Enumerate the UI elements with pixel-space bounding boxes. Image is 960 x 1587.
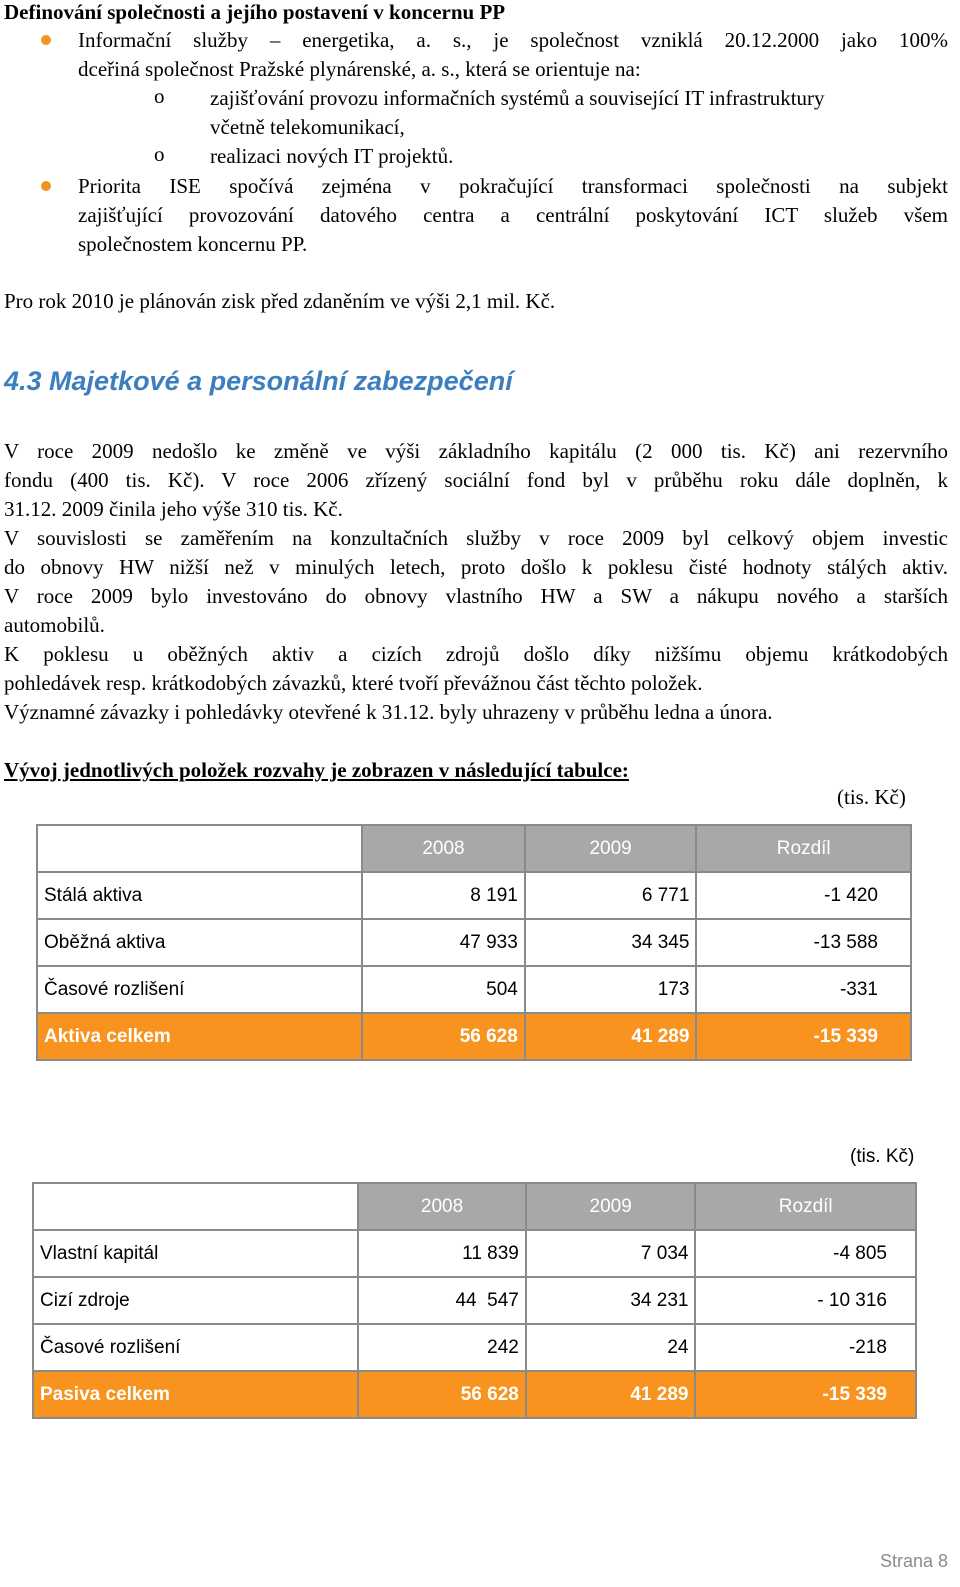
unit-label-2: (tis. Kč) bbox=[850, 1146, 915, 1167]
sub-item-1-line2: včetně telekomunikací, bbox=[210, 115, 405, 139]
table-row bbox=[33, 1324, 916, 1371]
total-2009: 41 289 bbox=[526, 1371, 696, 1418]
page-number: Strana 8 bbox=[879, 1551, 948, 1571]
table-row bbox=[33, 1277, 916, 1324]
row-label: Cizí zdroje bbox=[33, 1277, 358, 1324]
table-header-row bbox=[37, 825, 911, 872]
row-label: Stálá aktiva bbox=[37, 872, 362, 919]
para5: Významné závazky i pohledávky otevřené k 31.12. byly uhrazeny v průběhu ledna a února. bbox=[4, 700, 773, 724]
row-label: Vlastní kapitál bbox=[33, 1230, 358, 1277]
row-label: Časové rozlišení bbox=[33, 1324, 358, 1371]
bullet2-line2: zajišťující provozování datového centra a centrální poskytování ICT služeb všem bbox=[78, 203, 948, 227]
table-row bbox=[33, 1230, 916, 1277]
table-total-row bbox=[33, 1371, 916, 1418]
value-2008: 11 839 bbox=[358, 1230, 526, 1277]
value-2009: 7 034 bbox=[526, 1230, 696, 1277]
header-cell-2009: 2009 bbox=[526, 1183, 696, 1230]
value-2009: 6 771 bbox=[525, 872, 697, 919]
row-label: Časové rozlišení bbox=[37, 966, 362, 1013]
value-2008: 504 bbox=[362, 966, 525, 1013]
para1-line3: 31.12. 2009 činila jeho výše 310 tis. Kč. bbox=[4, 497, 343, 521]
row-label: Oběžná aktiva bbox=[37, 919, 362, 966]
total-2008: 56 628 bbox=[362, 1013, 525, 1060]
total-label: Pasiva celkem bbox=[33, 1371, 358, 1418]
value-2009: 34 345 bbox=[525, 919, 697, 966]
table-header-row bbox=[33, 1183, 916, 1230]
value-difference: -13 588 bbox=[696, 919, 911, 966]
para2-line2: do obnovy HW nižší než v minulých letech, proto došlo k poklesu čisté hodnoty stálých aktiv. bbox=[4, 555, 948, 579]
table-row bbox=[37, 872, 911, 919]
total-difference: -15 339 bbox=[695, 1371, 916, 1418]
header-cell-difference: Rozdíl bbox=[695, 1183, 916, 1230]
value-difference: -4 805 bbox=[695, 1230, 916, 1277]
total-difference: -15 339 bbox=[696, 1013, 911, 1060]
para3-line2: automobilů. bbox=[4, 613, 105, 637]
para2-line1: V souvislosti se zaměřením na konzultačních služby v roce 2009 byl celkový objem investic bbox=[4, 526, 948, 550]
value-2008: 47 933 bbox=[362, 919, 525, 966]
assets-table bbox=[36, 824, 912, 1061]
sub-item-1-line1: zajišťování provozu informačních systémů a související IT infrastruktury bbox=[210, 86, 825, 110]
bullet2-line1: Priorita ISE spočívá zejména v pokračující transformaci společnosti na subjekt bbox=[78, 174, 948, 198]
para4-line1: K poklesu u oběžných aktiv a cizích zdrojů došlo díky nižšímu objemu krátkodobých bbox=[4, 642, 948, 666]
profit-plan: Pro rok 2010 je plánován zisk před zdaněním ve výši 2,1 mil. Kč. bbox=[4, 289, 556, 313]
value-2009: 24 bbox=[526, 1324, 696, 1371]
bullet-dot-icon bbox=[41, 35, 51, 45]
liabilities-table bbox=[32, 1182, 917, 1419]
bullet2-line3: společnostem koncernu PP. bbox=[78, 232, 308, 256]
section-title: Definování společnosti a jejího postavení v koncernu PP bbox=[4, 0, 506, 24]
text-block bbox=[4, 437, 948, 727]
sub-bullet-marker: o bbox=[154, 142, 165, 166]
header-cell-2008: 2008 bbox=[362, 825, 525, 872]
total-2008: 56 628 bbox=[358, 1371, 526, 1418]
para1-line1: V roce 2009 nedošlo ke změně ve výši základního kapitálu (2 000 tis. Kč) ani rezervního bbox=[4, 439, 948, 463]
value-2009: 34 231 bbox=[526, 1277, 696, 1324]
unit-label-1: (tis. Kč) bbox=[837, 785, 906, 809]
table-intro: Vývoj jednotlivých položek rozvahy je zobrazen v následující tabulce: bbox=[4, 758, 629, 782]
value-2008: 242 bbox=[358, 1324, 526, 1371]
value-2008: 8 191 bbox=[362, 872, 525, 919]
bullet1-line2: dceřiná společnost Pražské plynárenské, a. s., která se orientuje na: bbox=[78, 57, 641, 81]
table-row bbox=[37, 966, 911, 1013]
total-2009: 41 289 bbox=[525, 1013, 697, 1060]
bullet1-line1: Informační služby – energetika, a. s., je společnost vzniklá 20.12.2000 jako 100% bbox=[78, 28, 948, 52]
header-cell-blank bbox=[37, 825, 362, 872]
header-cell-difference: Rozdíl bbox=[696, 825, 911, 872]
value-difference: - 10 316 bbox=[695, 1277, 916, 1324]
sub-item-2-line1: realizaci nových IT projektů. bbox=[210, 144, 454, 168]
table-total-row bbox=[37, 1013, 911, 1060]
sub-bullet-marker: o bbox=[154, 84, 165, 108]
heading-4-3: 4.3 Majetkové a personální zabezpečení bbox=[4, 366, 513, 396]
header-cell-blank bbox=[33, 1183, 358, 1230]
value-2008: 44 547 bbox=[358, 1277, 526, 1324]
total-label: Aktiva celkem bbox=[37, 1013, 362, 1060]
value-2009: 173 bbox=[525, 966, 697, 1013]
para3-line1: V roce 2009 bylo investováno do obnovy vlastního HW a SW a nákupu nového a starších bbox=[4, 584, 948, 608]
value-difference: -1 420 bbox=[696, 872, 911, 919]
para1-line2: fondu (400 tis. Kč). V roce 2006 zřízený sociální fond byl v průběhu roku dále doplněn, k bbox=[4, 468, 948, 492]
header-cell-2008: 2008 bbox=[358, 1183, 526, 1230]
bullet-dot-icon bbox=[41, 181, 51, 191]
table-row bbox=[37, 919, 911, 966]
header-cell-2009: 2009 bbox=[525, 825, 697, 872]
value-difference: -218 bbox=[695, 1324, 916, 1371]
value-difference: -331 bbox=[696, 966, 911, 1013]
para4-line2: pohledávek resp. krátkodobých závazků, které tvoří převážnou část těchto položek. bbox=[4, 671, 703, 695]
